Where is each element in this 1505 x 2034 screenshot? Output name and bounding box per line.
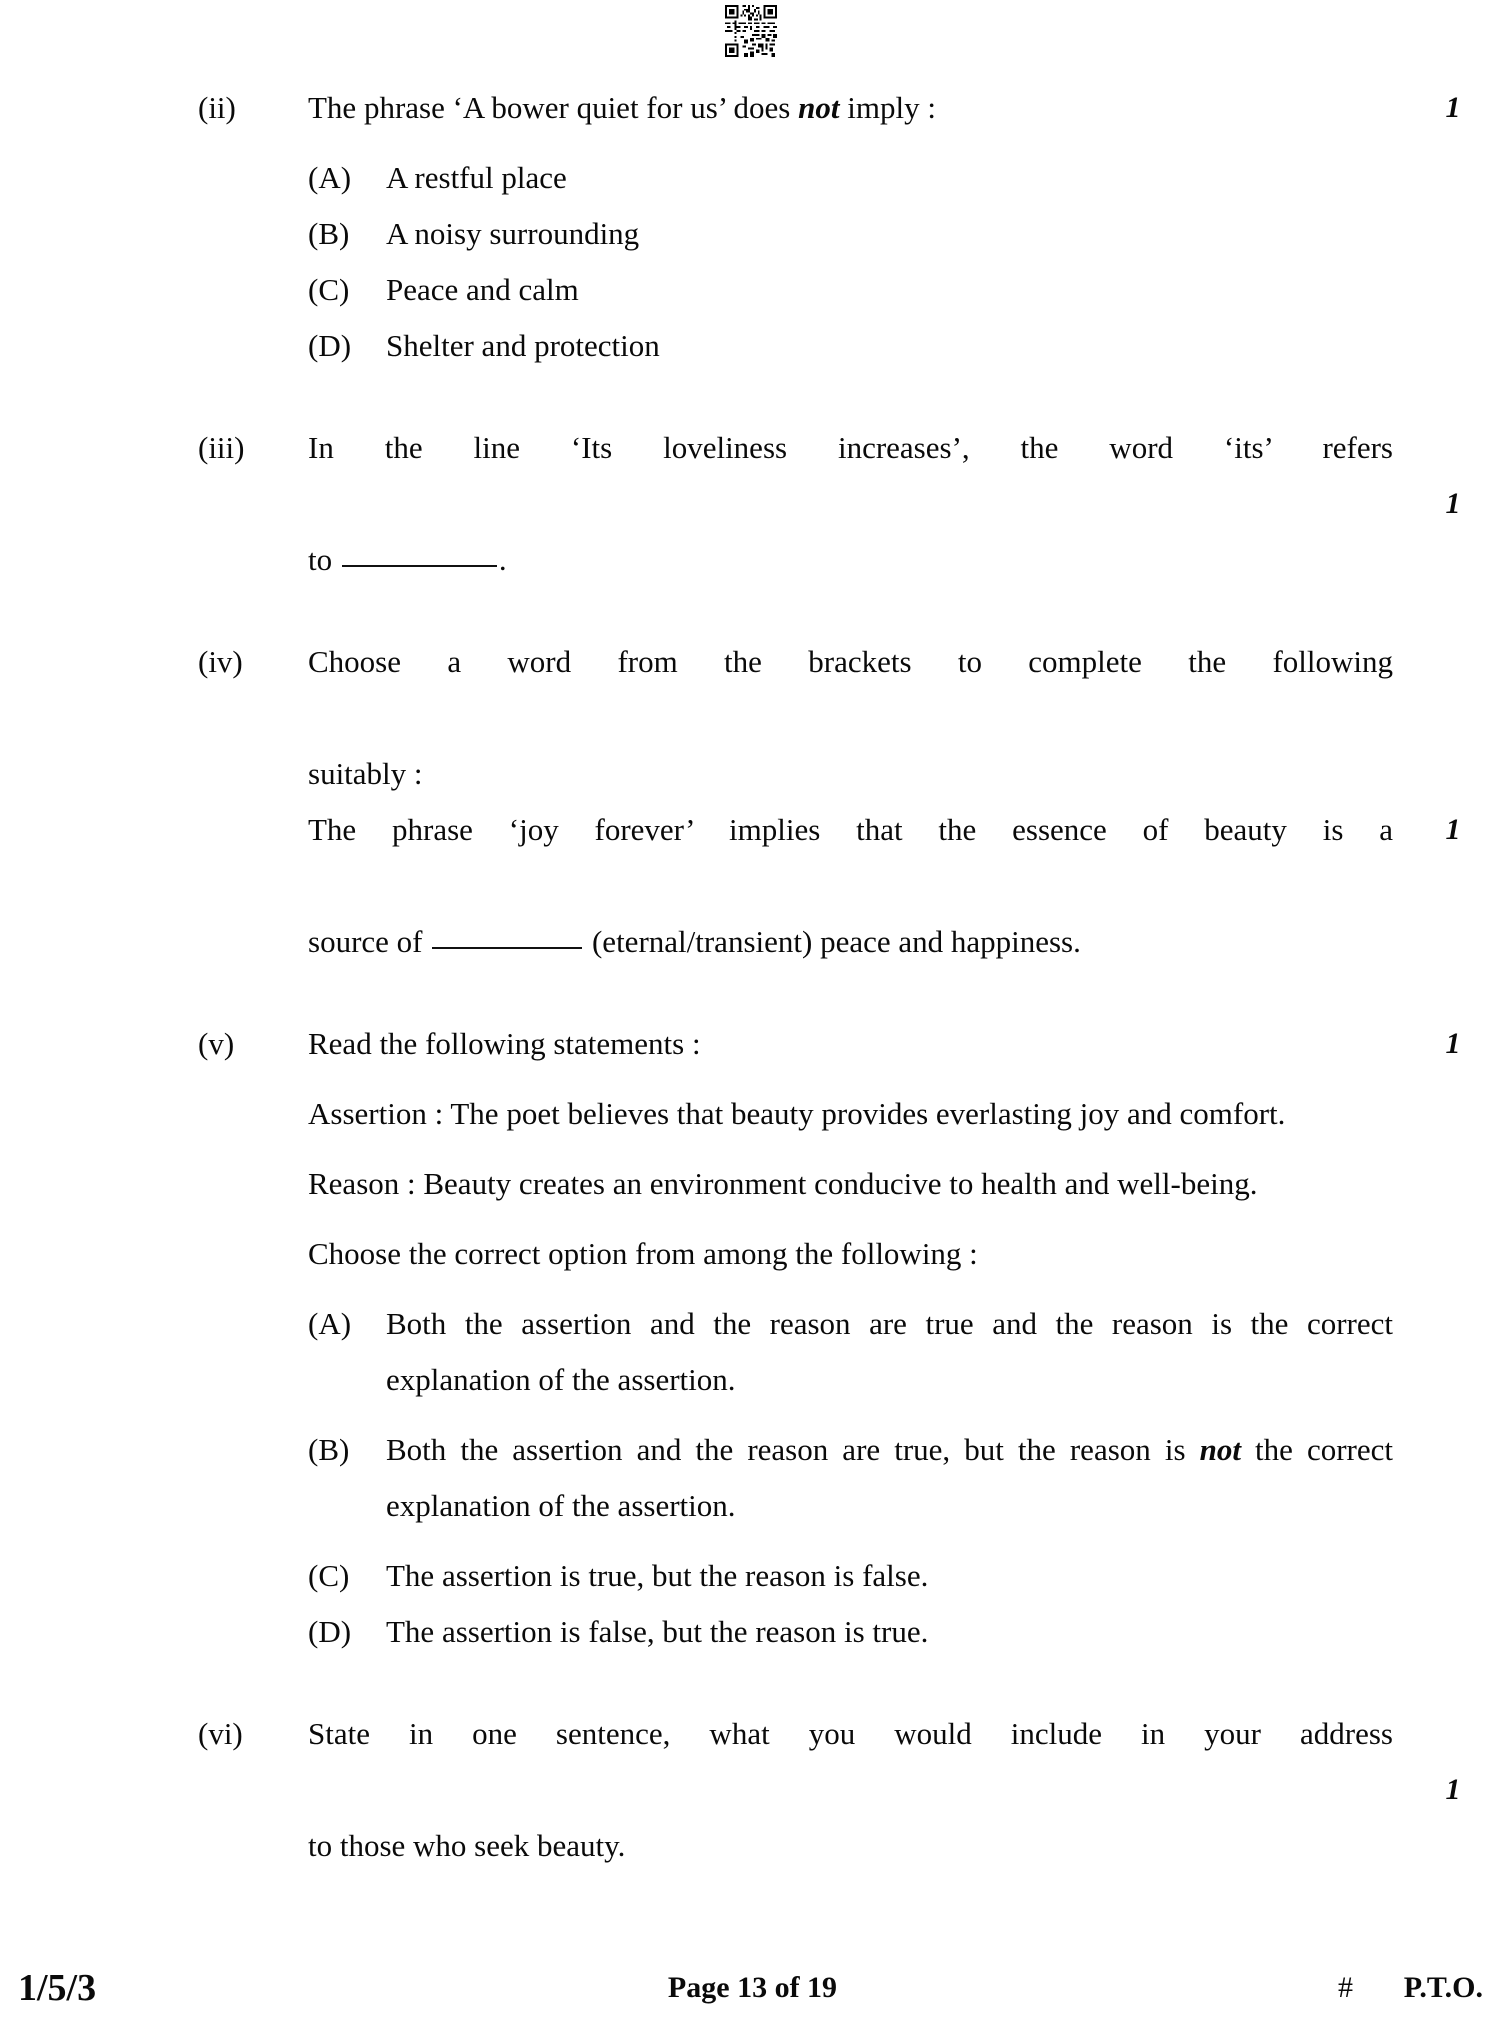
option-row-v-a <box>0 1296 1505 1408</box>
fill-in-blank-iv[interactable] <box>432 946 582 949</box>
question-vi <box>0 1706 1505 1874</box>
option-text-c: The assertion is true, but the reason is false. <box>386 1558 929 1593</box>
option-v-b[interactable] <box>308 1422 1393 1534</box>
option-ii-c[interactable] <box>308 262 1393 318</box>
option-b-after: the correct explanation of the assertion. <box>386 1432 1394 1523</box>
option-label-a: (A) <box>308 1306 352 1341</box>
option-text-b: A noisy surrounding <box>386 216 640 251</box>
prompt-text-before: The phrase ‘A bower quiet for us’ does <box>308 90 799 125</box>
question-iv-line4 <box>308 914 1393 970</box>
paper-code: 1/5/3 <box>18 1967 97 2009</box>
line4-before: source of <box>308 924 431 959</box>
prompt-text-after: imply : <box>839 90 936 125</box>
line2-after: . <box>498 542 507 577</box>
question-number-iv: (iv) <box>198 644 243 679</box>
reason-statement: Reason : Beauty creates an environment conducive to health and well-being. <box>308 1166 1258 1201</box>
question-v-reason-row <box>0 1156 1505 1212</box>
question-v <box>0 1016 1505 1072</box>
option-label-d: (D) <box>308 1614 352 1649</box>
question-iii-line2 <box>308 532 1393 588</box>
question-iv-line1: Choose a word from the brackets to complete the following <box>308 644 1393 679</box>
page-footer <box>0 1964 1505 2012</box>
question-number-iii: (iii) <box>198 430 245 465</box>
option-text-d: Shelter and protection <box>386 328 660 363</box>
question-iv-line3: The phrase ‘joy forever’ implies that the essence of beauty is a <box>308 812 1393 847</box>
question-iii-line1: In the line ‘Its loveliness increases’, the word ‘its’ refers <box>308 430 1393 465</box>
question-vi-line1: State in one sentence, what you would include in your address <box>308 1716 1393 1751</box>
questions-container <box>0 80 1505 1874</box>
marks-v: 1 <box>1445 1027 1461 1060</box>
option-text-a: A restful place <box>386 160 567 195</box>
question-number-vi: (vi) <box>198 1716 243 1751</box>
option-text-a: Both the assertion and the reason are true and the reason is the correct explanation of the assertion. <box>386 1306 1393 1397</box>
prompt-emphasis-not: not <box>798 90 840 125</box>
option-label-b: (B) <box>308 216 350 251</box>
hash-symbol: # <box>1338 1971 1353 2004</box>
option-text-d: The assertion is false, but the reason is true. <box>386 1614 929 1649</box>
option-text-b <box>386 1422 1393 1534</box>
option-row-ii-c <box>0 262 1505 318</box>
qr-code-icon <box>711 3 791 59</box>
option-label-b: (B) <box>308 1432 350 1467</box>
marks-iv: 1 <box>1445 813 1461 846</box>
fill-in-blank-iii[interactable] <box>342 564 497 567</box>
option-v-a[interactable] <box>308 1296 1393 1408</box>
question-iv-line2: suitably : <box>308 756 423 791</box>
assertion-statement: Assertion : The poet believes that beauty provides everlasting joy and comfort. <box>308 1096 1286 1131</box>
question-vi-line2: to those who seek beauty. <box>308 1828 626 1863</box>
question-iii <box>0 420 1505 588</box>
question-number-ii: (ii) <box>198 90 236 125</box>
option-row-ii-d <box>0 318 1505 374</box>
question-v-assertion-row <box>0 1086 1505 1142</box>
option-v-d[interactable] <box>308 1604 1393 1660</box>
marks-ii: 1 <box>1445 91 1461 124</box>
marks-iii: 1 <box>1445 487 1461 520</box>
question-v-intro: Read the following statements : <box>308 1026 701 1061</box>
question-ii <box>0 80 1505 136</box>
option-label-a: (A) <box>308 160 352 195</box>
option-label-d: (D) <box>308 328 352 363</box>
marks-vi: 1 <box>1445 1773 1461 1806</box>
option-row-ii-a <box>0 150 1505 206</box>
option-row-v-b <box>0 1422 1505 1534</box>
line4-after: (eternal/transient) peace and happiness. <box>591 924 1081 959</box>
option-b-before: Both the assertion and the reason are true, but the reason is <box>386 1432 1200 1467</box>
page-number-label: Page 13 of 19 <box>667 1971 838 2004</box>
line2-before: to <box>308 542 340 577</box>
pto-label: P.T.O. <box>1403 1971 1483 2004</box>
question-number-v: (v) <box>198 1026 235 1061</box>
option-ii-d[interactable] <box>308 318 1393 374</box>
option-ii-b[interactable] <box>308 206 1393 262</box>
option-label-c: (C) <box>308 1558 350 1593</box>
option-v-c[interactable] <box>308 1548 1393 1604</box>
option-text-c: Peace and calm <box>386 272 579 307</box>
option-b-emphasis-not: not <box>1199 1432 1241 1467</box>
option-row-v-c <box>0 1548 1505 1604</box>
option-row-ii-b <box>0 206 1505 262</box>
question-iv <box>0 634 1505 970</box>
option-label-c: (C) <box>308 272 350 307</box>
option-ii-a[interactable] <box>308 150 1393 206</box>
question-v-choose-row <box>0 1226 1505 1282</box>
option-row-v-d <box>0 1604 1505 1660</box>
question-ii-prompt <box>308 80 1393 136</box>
choose-instruction: Choose the correct option from among the following : <box>308 1236 978 1271</box>
